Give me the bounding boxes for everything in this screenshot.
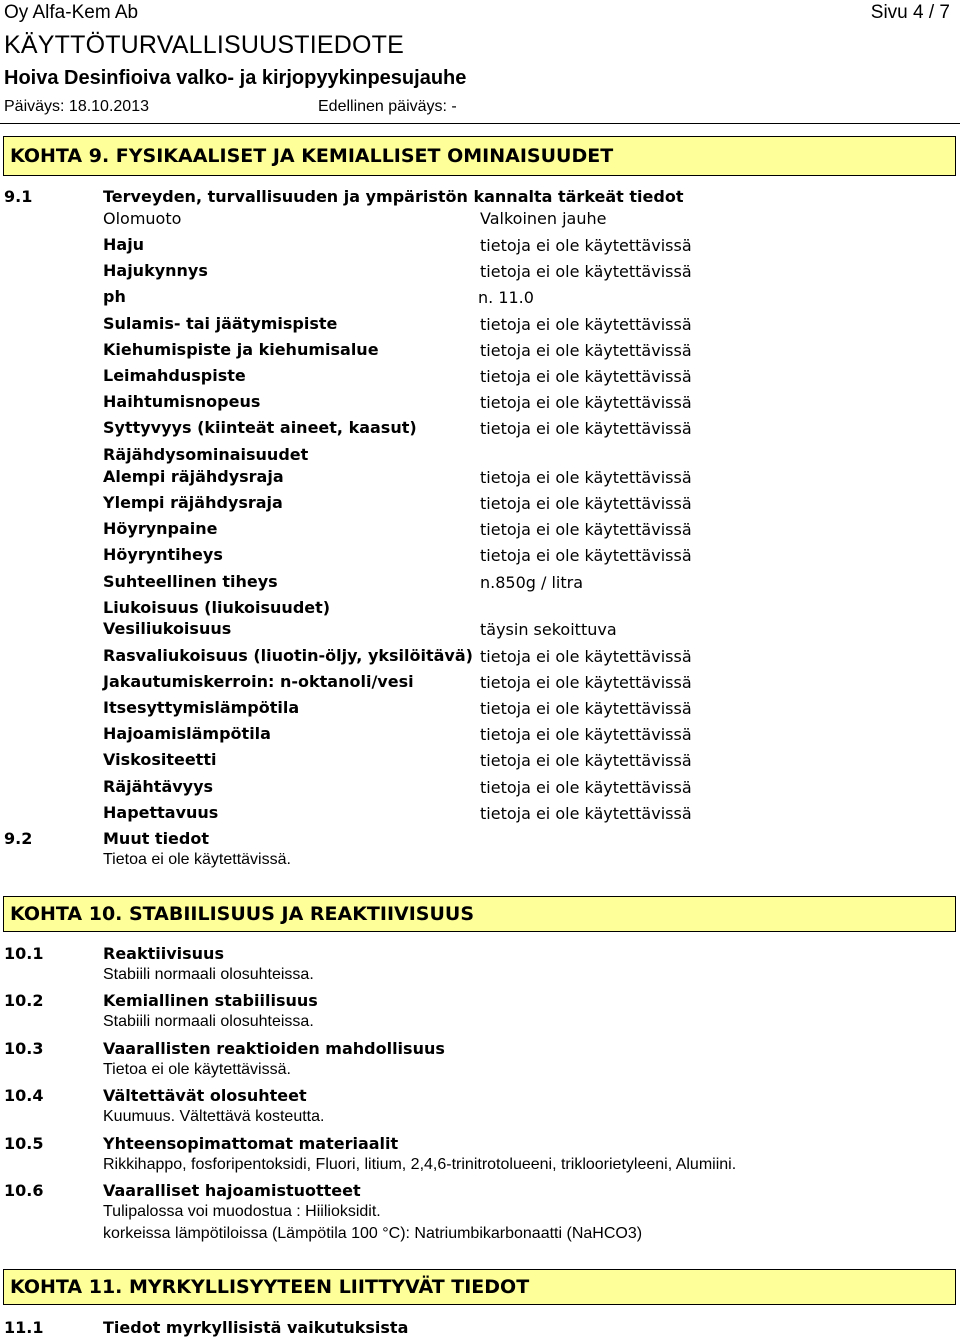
subsection-number: 10.4: [4, 1086, 44, 1105]
subsection-number: 10.1: [4, 944, 44, 963]
property-label: Hajoamislämpötila: [103, 724, 271, 743]
subsection-number: 10.6: [4, 1181, 44, 1200]
property-label: Leimahduspiste: [103, 366, 246, 385]
property-value: tietoja ei ole käytettävissä: [480, 367, 692, 386]
property-label: Alempi räjähdysraja: [103, 467, 284, 486]
company-name: Oy Alfa-Kem Ab: [4, 2, 139, 23]
property-label: Jakautumiskerroin: n-oktanoli/vesi: [103, 672, 414, 691]
previous-date: Edellinen päiväys: -: [318, 98, 457, 115]
subsection-text: Rikkihappo, fosforipentoksidi, Fluori, litium, 2,4,6-trinitrotolueeni, trikloorietyleeni, Alumiini.: [103, 1156, 737, 1173]
section-11-heading: [3, 1269, 956, 1305]
section-9-heading: [3, 136, 956, 176]
subsection-text: Tulipalossa voi muodostua : Hiilioksidit.: [103, 1203, 381, 1220]
property-label: Höyryntiheys: [103, 545, 223, 564]
property-value: tietoja ei ole käytettävissä: [480, 673, 692, 692]
subsection-text: Stabiili normaali olosuhteissa.: [103, 966, 314, 983]
property-value: tietoja ei ole käytettävissä: [480, 494, 692, 513]
solubility-heading: Liukoisuus (liukoisuudet): [103, 598, 331, 617]
page-number: Sivu 4 / 7: [870, 2, 950, 23]
property-value: tietoja ei ole käytettävissä: [480, 778, 692, 797]
property-label: Rasvaliukoisuus (liuotin-öljy, yksilöitävä): [103, 646, 473, 665]
subsection-text: Kuumuus. Vältettävä kosteutta.: [103, 1108, 325, 1125]
product-name: Hoiva Desinfioiva valko- ja kirjopyykinpesujauhe: [4, 67, 467, 89]
property-value: Valkoinen jauhe: [480, 209, 607, 228]
property-value: tietoja ei ole käytettävissä: [480, 804, 692, 823]
property-value: n.850g / litra: [480, 573, 584, 592]
section-10-title: KOHTA 10. STABIILISUUS JA REAKTIIVISUUS: [10, 903, 475, 925]
property-label: Olomuoto: [103, 209, 182, 228]
subsection-title: Reaktiivisuus: [103, 944, 224, 963]
property-label: Höyrynpaine: [103, 519, 218, 538]
section-11-title: KOHTA 11. MYRKYLLISYYTEEN LIITTYVÄT TIEDOT: [10, 1276, 530, 1298]
property-value: tietoja ei ole käytettävissä: [480, 751, 692, 770]
subsection-text: korkeissa lämpötiloissa (Lämpötila 100 °C): Natriumbikarbonaatti (NaHCO3): [103, 1225, 643, 1242]
subsection-number: 11.1: [4, 1318, 44, 1337]
subsection-number: 10.5: [4, 1134, 44, 1153]
section-10-heading: [3, 896, 956, 932]
subsection-title: Terveyden, turvallisuuden ja ympäristön kannalta tärkeät tiedot: [103, 187, 684, 206]
subsection-text: Tietoa ei ole käytettävissä.: [103, 1061, 291, 1078]
explosive-heading: Räjähdysominaisuudet: [103, 445, 309, 464]
property-label: Sulamis- tai jäätymispiste: [103, 314, 338, 333]
property-label: Vesiliukoisuus: [103, 619, 232, 638]
header-divider: [0, 123, 960, 124]
property-label: Räjähtävyys: [103, 777, 214, 796]
property-label: Kiehumispiste ja kiehumisalue: [103, 340, 379, 359]
subsection-title: Tiedot myrkyllisistä vaikutuksista: [103, 1318, 409, 1337]
subsection-number: 9.1: [4, 187, 33, 206]
document-title: KÄYTTÖTURVALLISUUSTIEDOTE: [4, 31, 404, 59]
subsection-title: Muut tiedot: [103, 829, 209, 848]
property-value: tietoja ei ole käytettävissä: [480, 468, 692, 487]
property-value: tietoja ei ole käytettävissä: [480, 520, 692, 539]
subsection-title: Vaarallisten reaktioiden mahdollisuus: [103, 1039, 445, 1058]
subsection-title: Vältettävät olosuhteet: [103, 1086, 307, 1105]
property-label: Haihtumisnopeus: [103, 392, 261, 411]
subsection-title: Vaaralliset hajoamistuotteet: [103, 1181, 361, 1200]
subsection-title: Kemiallinen stabiilisuus: [103, 991, 318, 1010]
property-value: täysin sekoittuva: [480, 620, 617, 639]
property-value: tietoja ei ole käytettävissä: [480, 647, 692, 666]
issue-date: Päiväys: 18.10.2013: [4, 98, 149, 115]
subsection-number: 10.3: [4, 1039, 44, 1058]
property-label: Itsesyttymislämpötila: [103, 698, 300, 717]
section-9-title: KOHTA 9. FYSIKAALISET JA KEMIALLISET OMINAISUUDET: [10, 145, 614, 167]
property-label: Syttyvyys (kiinteät aineet, kaasut): [103, 418, 417, 437]
subsection-text: Tietoa ei ole käytettävissä.: [103, 851, 291, 868]
property-value: tietoja ei ole käytettävissä: [480, 419, 692, 438]
property-value: tietoja ei ole käytettävissä: [480, 236, 692, 255]
subsection-number: 9.2: [4, 829, 33, 848]
property-value: tietoja ei ole käytettävissä: [480, 341, 692, 360]
property-label: Viskositeetti: [103, 750, 217, 769]
property-label: ph: [103, 287, 126, 306]
property-label: Suhteellinen tiheys: [103, 572, 278, 591]
property-value: tietoja ei ole käytettävissä: [480, 262, 692, 281]
property-label: Hapettavuus: [103, 803, 219, 822]
subsection-title: Yhteensopimattomat materiaalit: [103, 1134, 399, 1153]
subsection-number: 10.2: [4, 991, 44, 1010]
property-value: tietoja ei ole käytettävissä: [480, 725, 692, 744]
property-value: tietoja ei ole käytettävissä: [480, 699, 692, 718]
property-value: tietoja ei ole käytettävissä: [480, 393, 692, 412]
property-value: tietoja ei ole käytettävissä: [480, 546, 692, 565]
subsection-text: Stabiili normaali olosuhteissa.: [103, 1013, 314, 1030]
property-label: Haju: [103, 235, 145, 254]
property-value: n. 11.0: [478, 288, 534, 307]
property-label: Hajukynnys: [103, 261, 208, 280]
property-label: Ylempi räjähdysraja: [103, 493, 283, 512]
property-value: tietoja ei ole käytettävissä: [480, 315, 692, 334]
